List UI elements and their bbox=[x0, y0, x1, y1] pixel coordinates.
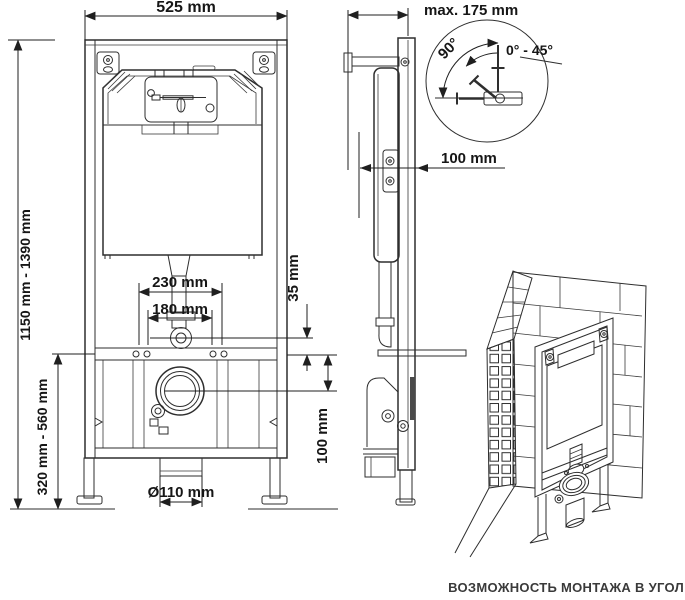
upper-rail bbox=[95, 348, 277, 360]
wall-bracket-left bbox=[97, 52, 119, 74]
dim-fastener-spacing-outer: 230 mm bbox=[152, 274, 208, 291]
detail-angle-90: 90° bbox=[434, 34, 463, 63]
drain-socket bbox=[150, 367, 204, 434]
dim-max-wall-distance: max. 175 mm bbox=[424, 2, 519, 19]
dim-drain-axis-offset: 100 mm bbox=[314, 408, 331, 464]
dim-front-width: 525 mm bbox=[156, 0, 216, 16]
dim-drain-height-range: 320 mm - 560 mm bbox=[34, 378, 50, 496]
dim-flush-pipe-offset: 35 mm bbox=[285, 254, 302, 302]
detail-circle bbox=[426, 20, 548, 142]
angle-detail bbox=[426, 20, 562, 142]
dim-frame-depth: 100 mm bbox=[441, 150, 497, 167]
frame-isometric bbox=[530, 318, 613, 543]
lower-rail bbox=[95, 448, 277, 476]
cistern-front bbox=[103, 66, 262, 259]
depth-dimension bbox=[359, 132, 505, 218]
corner-mount-caption: ВОЗМОЖНОСТЬ МОНТАЖА В УГОЛ bbox=[448, 580, 684, 595]
front-view bbox=[8, 0, 338, 509]
wall-bracket-right bbox=[253, 52, 275, 74]
dim-fastener-spacing-inner: 180 mm bbox=[152, 301, 208, 318]
isometric-view bbox=[448, 271, 684, 595]
dim-drain-diameter: Ø110 mm bbox=[147, 484, 215, 501]
access-panel bbox=[145, 70, 217, 122]
weld-mark-left bbox=[95, 418, 102, 426]
weld-mark-right bbox=[270, 418, 277, 426]
detail-angle-range: 0° - 45° bbox=[506, 42, 553, 58]
side-wall-blocks bbox=[455, 271, 532, 557]
dim-front-height-range: 1150 mm - 1390 mm bbox=[17, 209, 33, 341]
frame-outline bbox=[85, 40, 287, 458]
wall-anchor-rod bbox=[344, 53, 399, 72]
cistern-side bbox=[374, 68, 399, 262]
